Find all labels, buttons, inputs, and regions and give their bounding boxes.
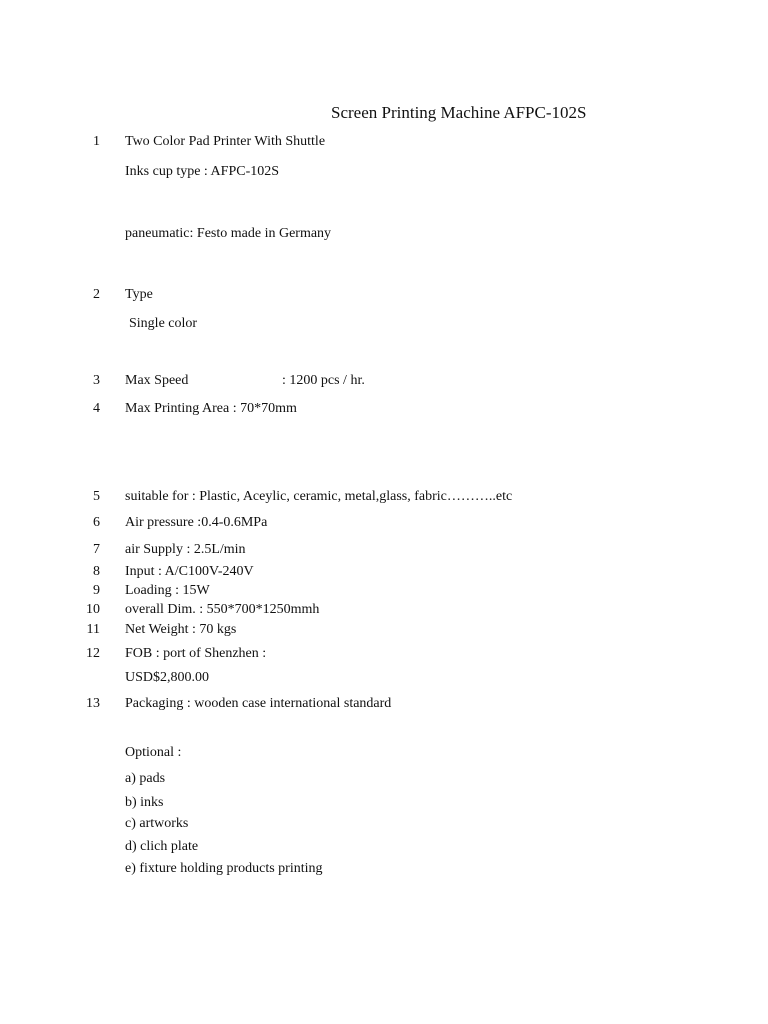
item-row bbox=[0, 860, 768, 878]
item-text: Inks cup type : AFPC-102S bbox=[125, 164, 280, 179]
item-text: Packaging : wooden case international standard bbox=[125, 696, 392, 711]
item-text: Loading : 15W bbox=[125, 583, 210, 598]
item-number: 13 bbox=[86, 696, 100, 711]
item-number: 4 bbox=[93, 401, 100, 416]
item-text: Air pressure :0.4-0.6MPa bbox=[125, 515, 268, 530]
item-text: overall Dim. : 550*700*1250mmh bbox=[125, 602, 320, 617]
item-row bbox=[0, 838, 768, 856]
item-row bbox=[0, 645, 768, 663]
document-title: Screen Printing Machine AFPC-102S bbox=[331, 103, 587, 122]
item-value: : 1200 pcs / hr. bbox=[282, 373, 365, 388]
item-text: Optional : bbox=[125, 745, 182, 760]
item-row bbox=[0, 514, 768, 532]
item-row bbox=[0, 695, 768, 713]
item-text: d) clich plate bbox=[125, 839, 199, 854]
item-row bbox=[0, 601, 768, 619]
item-text: Two Color Pad Printer With Shuttle bbox=[125, 134, 326, 149]
item-text: e) fixture holding products printing bbox=[125, 861, 323, 876]
item-text: Single color bbox=[129, 316, 198, 331]
item-text: Max Printing Area : 70*70mm bbox=[125, 401, 297, 416]
item-text: Max Speed bbox=[125, 373, 189, 388]
item-text: b) inks bbox=[125, 795, 164, 810]
item-text: air Supply : 2.5L/min bbox=[125, 542, 246, 557]
item-row bbox=[0, 286, 768, 304]
item-row bbox=[0, 315, 768, 333]
item-row bbox=[0, 163, 768, 181]
item-row bbox=[0, 400, 768, 418]
item-text: a) pads bbox=[125, 771, 166, 786]
item-row bbox=[0, 488, 768, 506]
item-text: c) artworks bbox=[125, 816, 189, 831]
item-text: USD$2,800.00 bbox=[125, 670, 210, 685]
item-row bbox=[0, 582, 768, 600]
item-row bbox=[0, 815, 768, 833]
item-text: suitable for : Plastic, Aceylic, ceramic, metal,glass, fabric………..etc bbox=[125, 489, 513, 504]
item-number: 12 bbox=[86, 646, 100, 661]
item-row bbox=[0, 669, 768, 687]
item-number: 8 bbox=[93, 564, 100, 579]
item-number: 6 bbox=[93, 515, 100, 530]
item-row bbox=[0, 621, 768, 639]
item-number: 11 bbox=[86, 622, 100, 637]
item-row bbox=[0, 372, 768, 390]
item-row bbox=[0, 541, 768, 559]
item-number: 3 bbox=[93, 373, 100, 388]
item-text: paneumatic: Festo made in Germany bbox=[125, 226, 332, 241]
item-row bbox=[0, 794, 768, 812]
item-number: 2 bbox=[93, 287, 100, 302]
item-number: 10 bbox=[86, 602, 100, 617]
item-text: Input : A/C100V-240V bbox=[125, 564, 254, 579]
item-number: 9 bbox=[93, 583, 100, 598]
item-row bbox=[0, 225, 768, 243]
item-text: FOB : port of Shenzhen : bbox=[125, 646, 267, 661]
item-number: 7 bbox=[93, 542, 100, 557]
item-number: 5 bbox=[93, 489, 100, 504]
item-row bbox=[0, 744, 768, 762]
item-row bbox=[0, 770, 768, 788]
item-row bbox=[0, 563, 768, 581]
item-text: Type bbox=[125, 287, 153, 302]
item-text: Net Weight : 70 kgs bbox=[125, 622, 237, 637]
item-number: 1 bbox=[93, 134, 100, 149]
item-row bbox=[0, 133, 768, 151]
